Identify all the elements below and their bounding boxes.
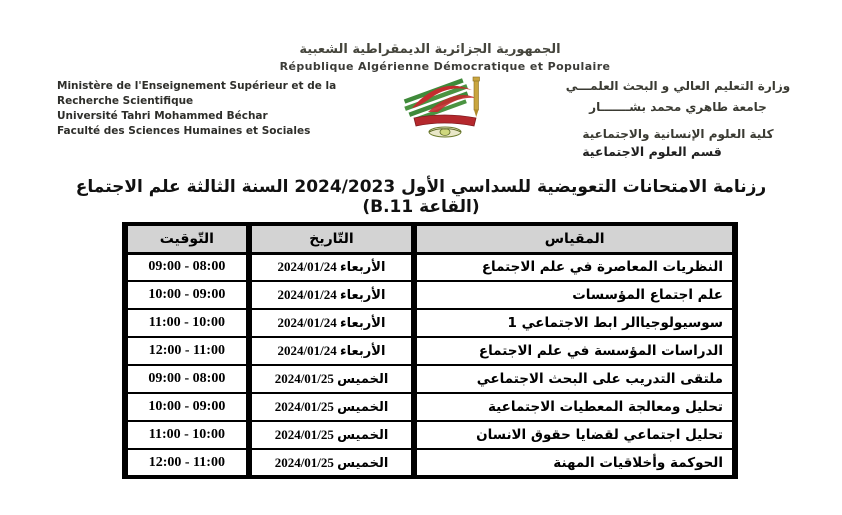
subject-cell: النظريات المعاصرة في علم الاجتماع <box>414 253 735 281</box>
exam-table <box>122 222 738 479</box>
time-cell: 11:00 - 10:00 <box>125 421 249 449</box>
department-label: قسم العلوم الاجتماعية <box>582 144 722 159</box>
date-cell: الأربعاء 2024/01/24 <box>249 253 415 281</box>
table-row <box>125 421 735 449</box>
republic-title-arabic: الجمهورية الجزائرية الديمقراطية الشعبية <box>299 42 561 57</box>
table-header-row <box>125 224 735 253</box>
header-date: التّاريخ <box>249 224 415 253</box>
subject-cell: علم اجتماع المؤسسات <box>414 281 735 309</box>
ministry-fr-line: Recherche Scientifique <box>57 94 194 107</box>
ministry-fr-line: Ministère de l'Enseignement Supérieur et de la <box>57 80 337 92</box>
time-cell: 12:00 - 11:00 <box>125 337 249 365</box>
subject-cell: تحليل اجتماعي لقضايا حقوق الانسان <box>414 421 735 449</box>
subject-cell: ملتقى التدريب على البحث الاجتماعي <box>414 365 735 393</box>
date-cell: الخميس 2024/01/25 <box>249 393 415 421</box>
time-cell: 11:00 - 10:00 <box>125 309 249 337</box>
table-row <box>125 449 735 477</box>
republic-title-french: République Algérienne Démocratique et Populaire <box>279 60 611 73</box>
exam-schedule <box>122 222 738 479</box>
time-cell: 09:00 - 08:00 <box>125 253 249 281</box>
date-cell: الأربعاء 2024/01/24 <box>249 281 415 309</box>
time-cell: 10:00 - 09:00 <box>125 393 249 421</box>
table-row <box>125 337 735 365</box>
header-subject: المقياس <box>414 224 735 253</box>
time-cell: 09:00 - 08:00 <box>125 365 249 393</box>
date-cell: الخميس 2024/01/25 <box>249 449 415 477</box>
subject-cell: تحليل ومعالجة المعطيات الاجتماعية <box>414 393 735 421</box>
page-title: رزنامة الامتحانات التعويضية للسداسي الأول 2024/2023 السنة الثالثة علم الاجتماع (القاعة B.11) <box>75 177 767 217</box>
ministry-ar-line: وزارة التعليم العالي و البحث العلمـــي <box>565 79 791 93</box>
table-row <box>125 309 735 337</box>
table-row <box>125 365 735 393</box>
subject-cell: الدراسات المؤسسة في علم الاجتماع <box>414 337 735 365</box>
time-cell: 12:00 - 11:00 <box>125 449 249 477</box>
table-row <box>125 253 735 281</box>
table-row <box>125 281 735 309</box>
ministry-block-arabic <box>528 76 828 145</box>
faculty-ar-line: كلية العلوم الإنسانية والاجتماعية <box>582 127 774 141</box>
university-ar-line: جامعة طاهري محمد بشـــــــار <box>589 100 767 114</box>
subject-cell: الحوكمة وأخلاقيات المهنة <box>414 449 735 477</box>
university-emblem-icon <box>398 74 490 142</box>
date-cell: الخميس 2024/01/25 <box>249 421 415 449</box>
time-cell: 10:00 - 09:00 <box>125 281 249 309</box>
table-row <box>125 393 735 421</box>
subject-cell: سوسيولوجياالر ابط الاجتماعي 1 <box>414 309 735 337</box>
date-cell: الخميس 2024/01/25 <box>249 365 415 393</box>
date-cell: الأربعاء 2024/01/24 <box>249 309 415 337</box>
university-fr-line: Université Tahri Mohammed Béchar <box>57 109 268 122</box>
faculty-fr-line: Faculté des Sciences Humaines et Sociales <box>57 124 311 137</box>
ministry-block-french <box>57 79 357 139</box>
university-logo <box>398 74 490 142</box>
date-cell: الأربعاء 2024/01/24 <box>249 337 415 365</box>
header-time: التّوقيت <box>125 224 249 253</box>
